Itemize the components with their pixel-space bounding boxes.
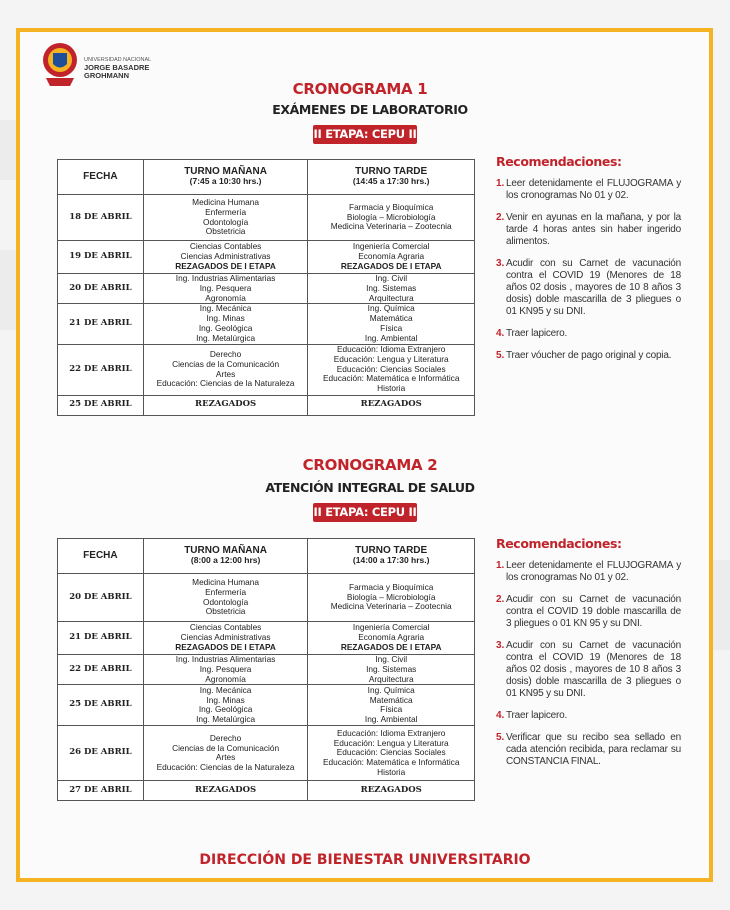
recommendation-item: [496, 328, 681, 340]
header-afternoon-label: TURNO TARDE: [355, 166, 428, 178]
logo-line-2: JORGE BASADRE: [84, 63, 150, 72]
recommendation-text: Acudir con su Carnet de vacunación contra el COVID 19 doble mascarilla de 3 pliegues o 01 KN 95 y su DNI.: [506, 594, 681, 629]
morning-cell: [143, 395, 308, 415]
program-name: Ciencias Contables: [189, 622, 262, 633]
table-row: [58, 574, 475, 622]
date-cell: 22 DE ABRIL: [58, 655, 144, 685]
table-row: [58, 304, 475, 344]
program-name: REZAGADOS DE I ETAPA: [340, 641, 442, 652]
recommendation-number: 3.: [496, 258, 505, 269]
program-name: REZAGADOS: [360, 784, 422, 795]
afternoon-cell: [308, 655, 475, 685]
recommendation-text: Traer lapicero.: [506, 328, 568, 339]
program-name: Educación: Ciencias Sociales: [336, 747, 446, 758]
program-name: Derecho: [209, 348, 242, 359]
table-row: [58, 726, 475, 781]
date-cell: 18 DE ABRIL: [58, 195, 144, 241]
schedule-2-recommendations: [496, 538, 681, 778]
header-morning-label: TURNO MAÑANA: [184, 545, 267, 557]
recommendation-number: 2.: [496, 594, 505, 605]
university-seal-icon: [40, 40, 80, 90]
schedule-2-subtitle: ATENCIÓN INTEGRAL DE SALUD: [265, 480, 475, 495]
program-name: Educación: Ciencias de la Naturaleza: [156, 762, 295, 773]
program-name: Ing. Ambiental: [364, 714, 418, 725]
program-name: Ing. Civil: [375, 654, 408, 664]
afternoon-cell: [308, 574, 475, 622]
program-name: Artes: [215, 752, 236, 763]
afternoon-cell: [308, 781, 475, 801]
afternoon-cell: [308, 344, 475, 395]
program-name: Matemática: [369, 313, 413, 324]
header-morning: [143, 160, 308, 195]
afternoon-cell: [308, 304, 475, 344]
program-name: Educación: Idioma Extranjero: [337, 344, 446, 355]
recommendation-number: 1.: [496, 178, 505, 189]
program-name: Ingeniería Comercial: [352, 622, 430, 633]
schedule-1-stage-badge: II ETAPA: CEPU II: [313, 125, 417, 144]
date-cell: 21 DE ABRIL: [58, 304, 144, 344]
afternoon-cell: [308, 195, 475, 241]
date-cell: 22 DE ABRIL: [58, 344, 144, 395]
date-cell: 25 DE ABRIL: [58, 395, 144, 415]
program-name: Educación: Idioma Extranjero: [337, 727, 446, 738]
program-name: Derecho: [209, 732, 242, 743]
program-name: Economía Agraria: [358, 251, 425, 262]
footer-department: DIRECCIÓN DE BIENESTAR UNIVERSITARIO: [199, 852, 531, 868]
program-name: Ing. Civil: [375, 273, 408, 283]
program-name: Ingeniería Comercial: [352, 241, 430, 252]
program-name: Ing. Metalúrgica: [196, 332, 256, 343]
program-name: Ciencias de la Comunicación: [172, 742, 280, 753]
afternoon-cell: [308, 274, 475, 304]
table-header-row: [58, 160, 475, 195]
recommendation-item: [496, 710, 681, 722]
schedule-1-subtitle: EXÁMENES DE LABORATORIO: [272, 102, 468, 117]
header-morning-label: TURNO MAÑANA: [184, 166, 267, 178]
program-name: REZAGADOS DE I ETAPA: [175, 260, 276, 271]
date-cell: 26 DE ABRIL: [58, 726, 144, 781]
program-name: Enfermería: [205, 586, 247, 597]
recommendation-text: Acudir con su Carnet de vacunación contra el COVID 19 (Menores de 18 años 02 dosis , mayores de 10 8 años 3 dosis) doble mascarilla de 3 pliegues o 01 KN95 y su DNI.: [506, 258, 681, 317]
schedule-1-table: [57, 159, 475, 416]
program-name: Ing. Ambiental: [364, 332, 418, 343]
program-name: Ing. Industrias Alimentarias: [175, 273, 276, 283]
program-name: Ing. Minas: [206, 694, 245, 705]
afternoon-cell: [308, 685, 475, 726]
program-name: Ing. Minas: [206, 313, 245, 324]
table-header-row: [58, 539, 475, 574]
table-row: [58, 241, 475, 274]
program-name: Ciencias Administrativas: [180, 251, 271, 262]
program-name: Ing. Química: [367, 303, 415, 314]
recommendations-title: Recomendaciones:: [496, 536, 622, 551]
recommendation-text: Traer lapicero.: [506, 710, 568, 721]
table-row: [58, 685, 475, 726]
program-name: Ing. Pesquera: [199, 663, 252, 674]
program-name: REZAGADOS: [195, 784, 257, 795]
program-name: Ing. Mecánica: [199, 303, 252, 314]
schedule-2-title: CRONOGRAMA 2: [302, 456, 438, 474]
program-name: Historia: [377, 383, 406, 394]
program-name: Arquitectura: [368, 673, 414, 684]
program-name: Medicina Veterinaria – Zootecnia: [330, 221, 452, 232]
program-name: Obstetricia: [205, 606, 246, 617]
morning-cell: [143, 195, 308, 241]
program-name: Ing. Geológica: [198, 322, 253, 333]
recommendation-number: 1.: [496, 560, 505, 571]
program-name: Odontología: [202, 216, 249, 227]
header-afternoon-label: TURNO TARDE: [355, 545, 428, 557]
program-name: Ing. Industrias Alimentarias: [175, 654, 276, 664]
afternoon-cell: [308, 395, 475, 415]
program-name: Ing. Mecánica: [199, 684, 252, 695]
date-cell: 20 DE ABRIL: [58, 274, 144, 304]
recommendations-title: Recomendaciones:: [496, 154, 622, 169]
header-afternoon: [308, 160, 475, 195]
recommendation-number: 4.: [496, 328, 505, 339]
recommendation-number: 5.: [496, 350, 505, 361]
header-morning-hours: (8:00 a 12:00 hrs): [190, 555, 261, 565]
recommendation-number: 2.: [496, 212, 505, 223]
program-name: Ing. Pesquera: [199, 282, 252, 293]
header-morning-hours: (7:45 a 10:30 hrs.): [189, 176, 262, 186]
recommendation-text: Leer detenidamente el FLUJOGRAMA y los cronogramas No 01 y 02.: [506, 560, 681, 583]
date-cell: 21 DE ABRIL: [58, 622, 144, 655]
program-name: Física: [380, 322, 403, 333]
program-name: Artes: [215, 368, 236, 379]
program-name: REZAGADOS: [360, 399, 422, 410]
table-row: [58, 274, 475, 304]
morning-cell: [143, 685, 308, 726]
logo-line-1: UNIVERSIDAD NACIONAL: [84, 57, 152, 63]
recommendation-item: [496, 350, 681, 362]
afternoon-cell: [308, 622, 475, 655]
header-date: FECHA: [58, 539, 144, 574]
recommendation-text: Acudir con su Carnet de vacunación contra el COVID 19 (Menores de 18 años 02 dosis , mayores de 10 8 años 3 dosis) doble mascarilla de 3 pliegues o 01 KN95 y su DNI.: [506, 640, 681, 699]
program-name: Física: [380, 704, 403, 715]
recommendation-item: [496, 640, 681, 700]
university-name: [84, 56, 151, 80]
recommendation-text: Venir en ayunas en la mañana, y por la tarde 4 horas antes sin haber ingerido alimentos.: [506, 212, 681, 247]
morning-cell: [143, 304, 308, 344]
program-name: Agronomía: [205, 292, 246, 303]
program-name: Odontología: [202, 596, 249, 607]
program-name: Economía Agraria: [358, 632, 425, 643]
recommendation-number: 4.: [496, 710, 505, 721]
recommendation-item: [496, 178, 681, 202]
morning-cell: [143, 274, 308, 304]
logo-line-3: GROHMANN: [84, 71, 129, 80]
program-name: Ciencias Contables: [189, 241, 262, 252]
morning-cell: [143, 241, 308, 274]
program-name: Biología – Microbiología: [346, 211, 436, 222]
program-name: Enfermería: [205, 206, 247, 217]
program-name: Ing. Sistemas: [366, 663, 417, 674]
program-name: Obstetricia: [205, 226, 246, 237]
program-name: Biología – Microbiología: [346, 591, 436, 602]
date-cell: 25 DE ABRIL: [58, 685, 144, 726]
program-name: Educación: Ciencias Sociales: [336, 363, 446, 374]
morning-cell: [143, 344, 308, 395]
program-name: Educación: Lengua y Literatura: [333, 353, 449, 364]
program-name: Educación: Matemática e Informática: [322, 373, 460, 384]
morning-cell: [143, 622, 308, 655]
header-morning: [143, 539, 308, 574]
morning-cell: [143, 781, 308, 801]
program-name: Educación: Lengua y Literatura: [333, 737, 449, 748]
recommendation-number: 5.: [496, 732, 505, 743]
program-name: REZAGADOS DE I ETAPA: [175, 641, 276, 652]
schedule-1-recommendations: [496, 156, 681, 372]
program-name: Historia: [377, 767, 406, 778]
table-row: [58, 622, 475, 655]
program-name: Ing. Sistemas: [366, 282, 417, 293]
recommendation-text: Traer vóucher de pago original y copia.: [506, 350, 672, 361]
date-cell: 20 DE ABRIL: [58, 574, 144, 622]
program-name: Farmacia y Bioquímica: [349, 201, 434, 212]
afternoon-cell: [308, 726, 475, 781]
header-afternoon-hours: (14:00 a 17:30 hrs.): [352, 555, 430, 565]
morning-cell: [143, 726, 308, 781]
table-row: [58, 655, 475, 685]
header-afternoon: [308, 539, 475, 574]
program-name: Medicina Humana: [192, 196, 260, 207]
program-name: Ing. Geológica: [198, 704, 253, 715]
university-logo: [40, 40, 160, 92]
recommendation-text: Leer detenidamente el FLUJOGRAMA y los cronogramas No 01 y 02.: [506, 178, 681, 201]
program-name: Medicina Humana: [192, 576, 260, 587]
date-cell: 19 DE ABRIL: [58, 241, 144, 274]
program-name: REZAGADOS: [195, 399, 257, 410]
recommendation-text: Verificar que su recibo sea sellado en cada atención recibida, para reclamar su CONSTANCIA FINAL.: [506, 732, 681, 767]
schedule-2-table: [57, 538, 475, 801]
program-name: Agronomía: [205, 673, 246, 684]
program-name: Educación: Ciencias de la Naturaleza: [156, 378, 295, 389]
recommendation-item: [496, 212, 681, 248]
program-name: Ciencias de la Comunicación: [172, 358, 280, 369]
program-name: Arquitectura: [368, 292, 414, 303]
recommendation-item: [496, 258, 681, 318]
recommendation-item: [496, 594, 681, 630]
header-afternoon-hours: (14:45 a 17:30 hrs.): [352, 176, 430, 186]
date-cell: 27 DE ABRIL: [58, 781, 144, 801]
program-name: Matemática: [369, 694, 413, 705]
program-name: Farmacia y Bioquímica: [349, 581, 434, 592]
table-row: [58, 781, 475, 801]
morning-cell: [143, 655, 308, 685]
schedule-2-stage-badge: II ETAPA: CEPU II: [313, 503, 417, 522]
afternoon-cell: [308, 241, 475, 274]
table-row: [58, 195, 475, 241]
header-date: FECHA: [58, 160, 144, 195]
program-name: REZAGADOS DE I ETAPA: [340, 260, 442, 271]
table-row: [58, 344, 475, 395]
program-name: Educación: Matemática e Informática: [322, 757, 460, 768]
recommendation-item: [496, 560, 681, 584]
schedule-1-title: CRONOGRAMA 1: [292, 80, 428, 98]
program-name: Medicina Veterinaria – Zootecnia: [330, 601, 452, 612]
recommendation-number: 3.: [496, 640, 505, 651]
recommendation-item: [496, 732, 681, 768]
morning-cell: [143, 574, 308, 622]
table-row: [58, 395, 475, 415]
program-name: Ing. Química: [367, 684, 415, 695]
program-name: Ing. Metalúrgica: [196, 714, 256, 725]
program-name: Ciencias Administrativas: [180, 632, 271, 643]
